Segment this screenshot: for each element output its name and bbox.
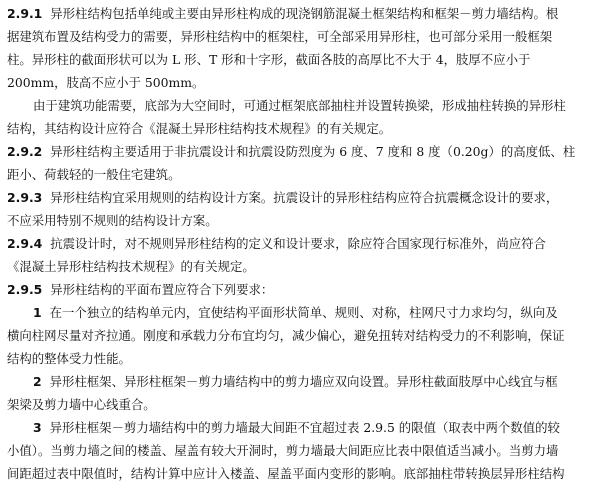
section-2-9-1-line-1 xyxy=(7,2,592,25)
paragraph-text: 架梁及剪力墙中心线重合。 xyxy=(7,397,156,412)
item-number: 1 xyxy=(33,305,42,320)
paragraph-text: 200mm，肢高不应小于 500mm。 xyxy=(7,75,205,90)
paragraph-text: 《混凝土异形柱结构技术规程》的有关规定。 xyxy=(7,259,255,274)
item-number: 3 xyxy=(33,420,42,435)
section-2-9-3-line-2 xyxy=(7,209,592,232)
item-1-line-1 xyxy=(7,301,592,324)
section-2-9-1-para2-line-2 xyxy=(7,117,592,140)
paragraph-text: 柱。异形柱的截面形状可以为 L 形、T 形和十字形，截面各肢的高厚比不大于 4，肢厚不应小于 xyxy=(7,52,531,67)
item-3-line-3 xyxy=(7,462,592,485)
item-2-line-1 xyxy=(7,370,592,393)
paragraph-text: 异形柱结构宜采用规则的结构设计方案。抗震设计的异形柱结构应符合抗震概念设计的要求， xyxy=(50,190,559,205)
paragraph-text: 异形柱结构的平面布置应符合下列要求： xyxy=(50,282,274,297)
paragraph-text: 由于建筑功能需要，底部为大空间时，可通过框架底部抽柱并设置转换梁，形成抽柱转换的异形柱 xyxy=(33,98,566,113)
section-2-9-1-line-2 xyxy=(7,25,592,48)
section-2-9-5-intro xyxy=(7,278,592,301)
paragraph-text: 结构，其结构设计应符合《混凝土异形柱结构技术规程》的有关规定。 xyxy=(7,121,392,136)
item-1-line-2 xyxy=(7,324,592,347)
paragraph-text: 间距超过表中限值时，结构计算中应计入楼盖、屋盖平面内变形的影响。底部抽柱带转换层异形柱结构 xyxy=(7,466,565,481)
section-2-9-2-line-1 xyxy=(7,140,592,163)
item-2-line-2 xyxy=(7,393,592,416)
paragraph-text: 异形柱框架－剪力墙结构中的剪力墙最大间距不宜超过表 2.9.5 的限值（取表中两个数值的较 xyxy=(49,420,560,435)
section-2-9-1-line-4 xyxy=(7,71,592,94)
section-2-9-3-line-1 xyxy=(7,186,592,209)
section-2-9-1-line-3 xyxy=(7,48,592,71)
paragraph-text: 距小、荷载轻的一般住宅建筑。 xyxy=(7,167,181,182)
paragraph-text: 抗震设计时，对不规则异形柱结构的定义和设计要求，除应符合国家现行标准外，尚应符合 xyxy=(50,236,546,251)
section-number: 2.9.1 xyxy=(7,6,43,21)
section-number: 2.9.2 xyxy=(7,144,43,159)
section-2-9-1-para2-line-1 xyxy=(7,94,592,117)
paragraph-text: 横向柱网尽量对齐拉通。刚度和承载力分布宜均匀，减少偏心，避免扭转对结构受力的不利影响，保证 xyxy=(7,328,565,343)
item-1-line-3 xyxy=(7,347,592,370)
paragraph-text: 在一个独立的结构单元内，宜使结构平面形状简单、规则、对称，柱网尺寸力求均匀，纵向及 xyxy=(49,305,558,320)
section-number: 2.9.5 xyxy=(7,282,43,297)
section-2-9-4-line-2 xyxy=(7,255,592,278)
section-number: 2.9.3 xyxy=(7,190,43,205)
paragraph-text: 小值）。当剪力墙之间的楼盖、屋盖有较大开洞时，剪力墙最大间距应比表中限值适当减小。当剪力墙 xyxy=(7,443,559,458)
paragraph-text: 结构的整体受力性能。 xyxy=(7,351,131,366)
item-3-line-2 xyxy=(7,439,592,462)
section-2-9-4-line-1 xyxy=(7,232,592,255)
paragraph-text: 异形柱结构包括单纯或主要由异形柱构成的现浇钢筋混凝土框架结构和框架－剪力墙结构。根 xyxy=(50,6,559,21)
item-number: 2 xyxy=(33,374,42,389)
section-number: 2.9.4 xyxy=(7,236,43,251)
item-3-line-1 xyxy=(7,416,592,439)
section-2-9-2-line-2 xyxy=(7,163,592,186)
paragraph-text: 不应采用特别不规则的结构设计方案。 xyxy=(7,213,218,228)
paragraph-text: 异形柱框架、异形柱框架－剪力墙结构中的剪力墙应双向设置。异形柱截面肢厚中心线宜与框 xyxy=(49,374,558,389)
paragraph-text: 据建筑布置及结构受力的需要，异形柱结构中的框架柱，可全部采用异形柱，也可部分采用一般框架 xyxy=(7,29,553,44)
paragraph-text: 异形柱结构主要适用于非抗震设计和抗震设防烈度为 6 度、7 度和 8 度（0.20g）的高度低、柱 xyxy=(50,144,576,159)
